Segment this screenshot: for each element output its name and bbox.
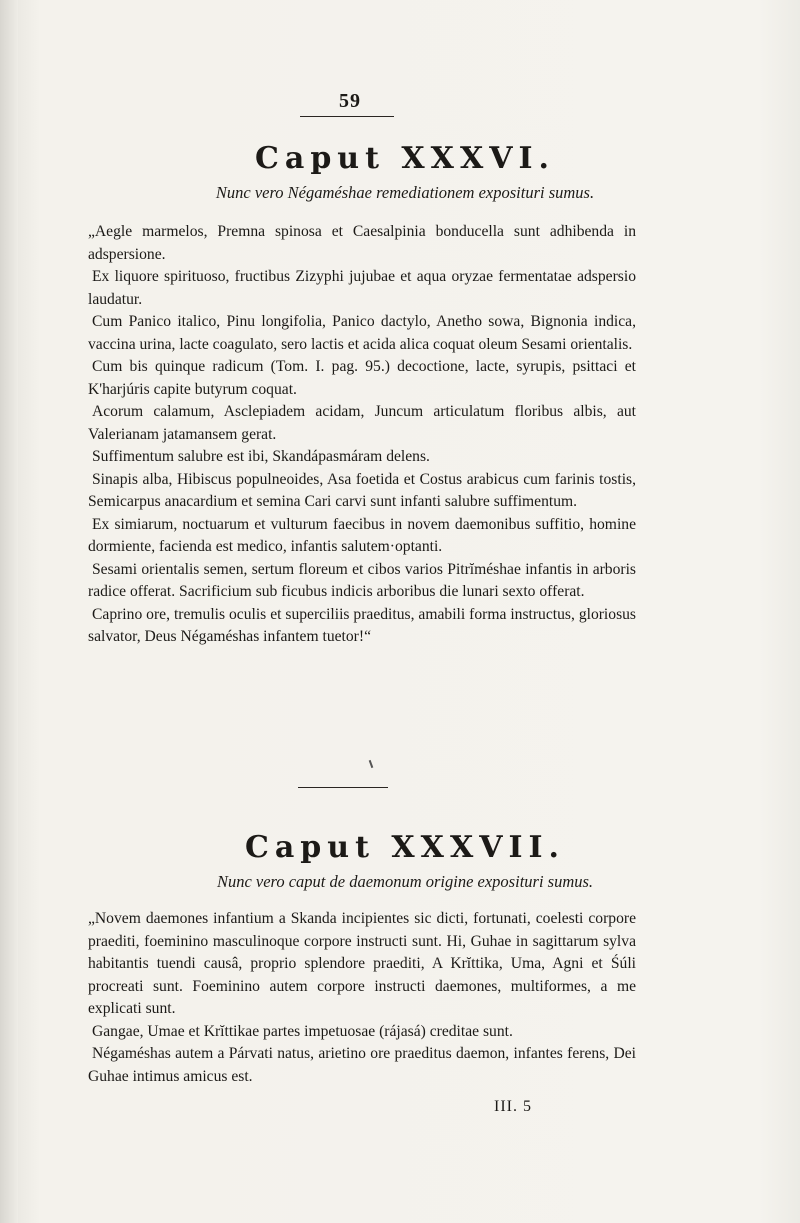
- paragraph: Sesami orientalis semen, sertum floreum et cibos varios Pitrĭméshae infantis in arboris radice offerat. Sacrificium sub ficubus indicis arboribus die lunari sexto offerat.: [88, 560, 636, 600]
- chapter-37-body: [88, 908, 636, 1088]
- paragraph: Négaméshas autem a Párvati natus, arietino ore praeditus daemon, infantes ferens, Dei Guhae intimus amicus est.: [88, 1045, 636, 1085]
- page-number-rule: [300, 116, 394, 117]
- chapter-heading-37: Caput XXXVII.: [244, 830, 566, 865]
- chapter-heading-36: Caput XXXVI.: [255, 141, 555, 176]
- signature-mark: III. 5: [494, 1098, 532, 1115]
- paragraph: Ex liquore spirituoso, fructibus Zizyphi jujubae et aqua oryzae fermentatae adspersio laudatur.: [88, 268, 636, 308]
- paragraph: Gangae, Umae et Krĭttikae partes impetuosae (rájasá) creditae sunt.: [92, 1022, 513, 1040]
- page-number: 59: [339, 90, 361, 112]
- paragraph: Cum bis quinque radicum (Tom. I. pag. 95.) decoctione, lacte, syrupis, psittaci et K'harjúris capite butyrum coquat.: [88, 358, 636, 398]
- paragraph: Ex simiarum, noctuarum et vulturum faecibus in novem daemonibus suffitio, homine dormiente, facienda est medico, infantis salutem·optanti.: [88, 515, 636, 555]
- paragraph: „Aegle marmelos, Premna spinosa et Caesalpinia bonducella sunt adhibenda in adspersione.: [88, 223, 636, 263]
- paragraph: Sinapis alba, Hibiscus populneoides, Asa foetida et Costus arabicus cum farinis tostis, Semicarpus anacardium et semina Cari carvi sunt infanti salubre suffimentum.: [88, 470, 636, 510]
- chapter-subtitle-36: Nunc vero Négaméshae remediationem exposituri sumus.: [215, 183, 595, 202]
- paragraph: Suffimentum salubre est ibi, Skandápasmáram delens.: [92, 448, 430, 465]
- page-spine-shadow: [0, 0, 18, 1223]
- chapter-subtitle-37: Nunc vero caput de daemonum origine exposituri sumus.: [216, 872, 594, 891]
- section-divider: [298, 787, 388, 788]
- paragraph: „Novem daemones infantium a Skanda incipientes sic dicti, fortunati, coelesti corpore praediti, foeminino masculinoque corpore instructi sunt. Hi, Guhae in sagittarum sylva habitantis tuendi causâ, proprio splendore praediti, A Krĭttika, Uma, Agni et Śúli procreati sunt. Foeminino autem corpore instructi daemones, multiformes, a me explicati sunt.: [88, 910, 636, 1017]
- paragraph: Caprino ore, tremulis oculis et superciliis praeditus, amabili forma instructus, gloriosus salvator, Deus Négaméshas infantem tuetor!“: [88, 605, 636, 645]
- ink-mark: [369, 760, 374, 768]
- paragraph: Acorum calamum, Asclepiadem acidam, Juncum articulatum floribus albis, aut Valerianam jatamansem gerat.: [88, 403, 636, 443]
- chapter-36-body: [88, 221, 636, 649]
- paragraph: Cum Panico italico, Pinu longifolia, Panico dactylo, Anetho sowa, Bignonia indica, vaccina urina, lacte coagulato, sero lactis et acida alica coquat oleum Sesami orientalis.: [88, 313, 636, 353]
